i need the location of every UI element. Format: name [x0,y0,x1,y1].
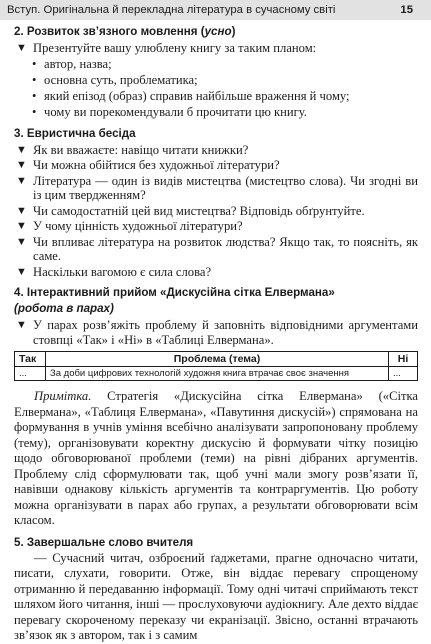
section-3-heading: 3. Евристична бесіда [14,126,136,140]
triangle-bullet-icon: ▼ [16,159,27,171]
teacher-word-paragraph: — Сучасний читач, озброєний ґаджетами, прагне одночасно читати, писати, слухати, говорити. Отже, він віддає перевагу спрощеному отриманню й передаванню інформації. Тому одні читачі сприймають текст шляхом його читання, інші — прослуховуючи аудіокнигу. Але дехто віддає перевагу скороченому переказу чи екранізації. Звісно, останні втрачають зв’язок як з автором, так і з самим [14,550,418,642]
triangle-bullet-icon: ▼ [16,319,27,331]
triangle-bullet-icon: ▼ [16,265,27,278]
triangle-bullet-icon: ▼ [16,235,27,248]
section-2-heading: 2. Розвиток зв’язного мовлення (усно) [14,25,236,38]
page-number: 15 [400,4,413,16]
triangle-bullet-icon: ▼ [16,143,27,156]
table-header-row [15,352,418,367]
section-4-heading: 4. Інтерактивний прийом «Дискусійна сітка Елвермана» [14,286,335,299]
note-text: Стратегія «Дискусійна сітка Елвермана» («Сітка Елвермана», «Таблиця Елвермана», «Павутиння дискусій») спрямована на формування в учнів уміння всебічно аналізувати запропоновану проблему (тему), організовувати коректну дискусію й формувати чітку позицію щодо обговорюваної проблеми (теми) на рівні дібраних аргументів. Проблему слід сформулювати так, щоб учні мали змогу розв’язати її, навівши однакову кількість аргументів та контраргументів. Цю роботу можна організувати в парах або групах, а результати обговорювати всім класом. [14,389,418,527]
section-2-intro: ▼ Презентуйте вашу улюблену книгу за таким планом: [16,41,317,55]
column-header-yes: Так [15,352,46,367]
note-label: Примітка. [34,389,92,403]
question-item: ▼ Чи можна обійтися без художньої літератури? [16,158,280,172]
plan-item: • чому ви порекомендували б прочитати цю книгу. [32,104,307,119]
question-item: ▼ Чи впливає література на розвиток людства? Якщо так, то поясніть, як саме. [16,234,418,263]
plan-item: • який епізод (образ) справив найбільше враження й чому; [32,88,350,103]
section-5-heading: 5. Завершальне слово вчителя [14,535,194,549]
column-header-no: Ні [389,352,418,367]
question-item: ▼ Література — один із видів мистецтва (мистецтво слова). Чи згодні ви із цим твердженням? [16,173,418,202]
plan-item: • основна суть, проблематика; [32,72,198,87]
triangle-bullet-icon: ▼ [16,174,27,187]
column-header-problem: Проблема (тема) [46,352,389,367]
triangle-bullet-icon: ▼ [16,42,27,54]
question-item: ▼ У чому цінність художньої літератури? [16,219,243,233]
question-item: ▼ Чи самодостатній цей вид мистецтва? Відповідь обґрунтуйте. [16,203,365,218]
cell-no: ... [389,367,418,381]
question-item: ▼ Як ви вважаєте: навіщо читати книжки? [16,142,249,157]
table-row [15,367,418,381]
triangle-bullet-icon: ▼ [16,220,27,232]
cell-problem: За доби цифрових технологій художня книга втрачає своє значення [46,367,389,381]
elverman-table [14,351,418,381]
triangle-bullet-icon: ▼ [16,204,27,217]
cell-yes: ... [15,367,46,381]
note-paragraph [14,389,418,529]
chapter-title: Вступ. Оригінальна й перекладна література в сучасному світі [7,4,336,16]
page-content [14,22,418,644]
section-4-instruction: ▼ У парах розв’яжіть проблему й заповніть відповідними аргументами стовпці «Так» і «Ні» в «Таблиці Елвермана». [16,318,418,347]
question-item: ▼ Наскільки вагомою є сила слова? [16,264,212,279]
page-header [0,0,431,20]
section-4-subtitle: (робота в парах) [14,302,114,315]
plan-item: • автор, назва; [32,56,112,71]
